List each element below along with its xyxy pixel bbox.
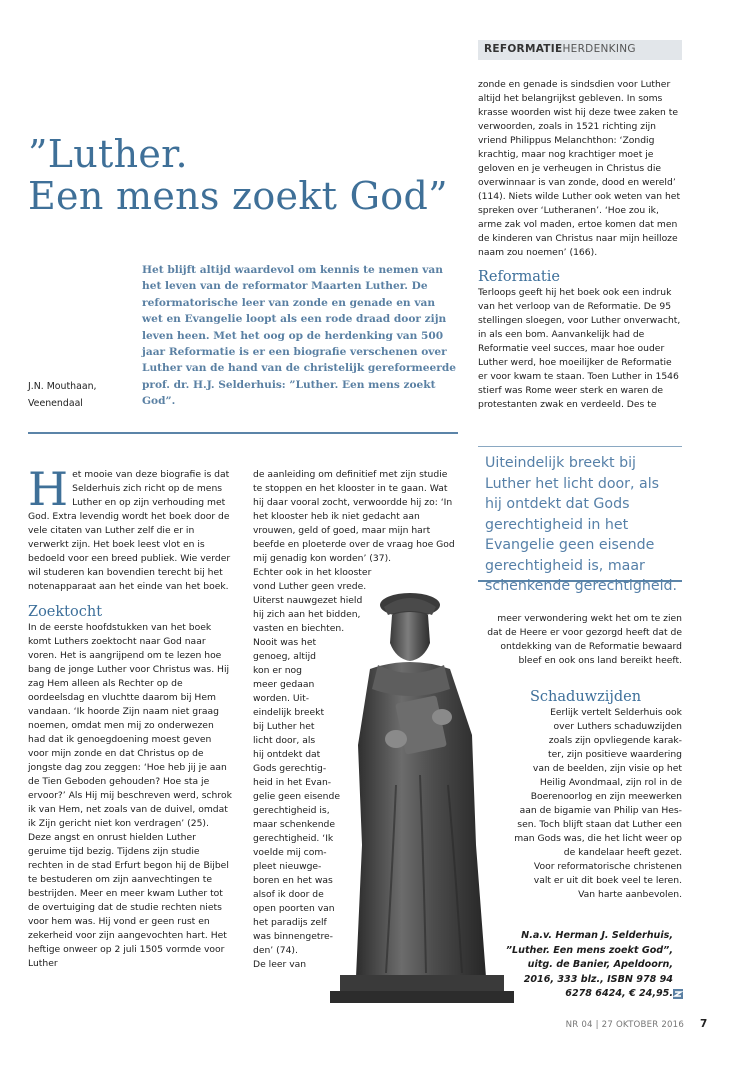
text-line: kon er nog [253, 665, 302, 676]
text-line: bij Luther het [253, 721, 315, 732]
section-name-light: HERDENKING [562, 43, 636, 55]
text-line: van de beelden, zijn visie op het [532, 763, 682, 774]
text-line: valt er uit dit boek veel te leren. [533, 875, 682, 886]
paragraph-reformatie: Terloops geeft hij het boek ook een indruk van het verloop van de Reformatie. De 95 stellingen sloegen, voor Luther onverwacht, in als een bom. Aanvankelijk had de Reformatie veel succes, maar hoe ouder Luther werd, hoe moeilijker de Reformatie er voor kwam te staan. Toen Luther in 1546 stierf was Rome weer sterk en waren de protestanten zwak en verdeeld. Des te [478, 287, 681, 410]
text-line: hij ontdekt dat [253, 749, 321, 760]
text-line: Eerlijk vertelt Selderhuis ook [550, 707, 682, 718]
text-line: vond Luther geen vrede. [253, 581, 367, 592]
text-line: vasten en biechten. [253, 623, 345, 634]
text-line: genoeg, altijd [253, 651, 316, 662]
heading-zoektocht: Zoektocht [28, 604, 103, 620]
end-mark-icon [672, 988, 684, 1000]
credit-line: uitg. de Banier, Apeldoorn, [527, 959, 673, 970]
heading-reformatie: Reformatie [478, 269, 560, 285]
text-line: bleef en ook ons land bereikt heeft. [518, 655, 682, 666]
text-line: Voor reformatorische christenen [533, 861, 682, 872]
column-3-schaduwzijden [478, 706, 682, 902]
book-credit [478, 929, 673, 1002]
divider-quote-top [478, 446, 682, 447]
text-line: meer gedaan [253, 679, 315, 690]
text-line: De leer van [253, 959, 307, 970]
author-byline [28, 378, 97, 412]
text-line: zoals zijn opvliegende karak- [548, 735, 682, 746]
footer-issue: NR 04 | 27 OKTOBER 2016 [565, 1020, 684, 1030]
heading-schaduwzijden: Schaduwzijden [530, 689, 642, 705]
text-line: licht door, als [253, 735, 316, 746]
text-line: Echter ook in het klooster [253, 567, 372, 578]
text-line: was binnengetre- [253, 931, 333, 942]
text-line: open poorten van [253, 903, 335, 914]
text-line: Heilig Avondmaal, zijn rol in de [539, 777, 682, 788]
text-line: Gods gerechtig- [253, 763, 327, 774]
text-line: over Luthers schaduwzijden [553, 721, 682, 732]
paragraph-zonde-genade: zonde en genade is sindsdien voor Luther altijd het belangrijkst gebleven. In soms krasse woorden wist hij deze twee zaken te verwoorden, zoals in 1521 richting zijn vriend Philippus Melanchthon: ‘Zondig krachtig, maar nog krachtiger moet je geloven en je verheugen in Christus die overwinnaar is van zonde, dood en wereld’ (114). Niets wilde Luther ook weten van het spreken over ‘Lutheranen’. ‘Hoe zou ik, arme zak vol maden, ertoe komen dat men de kinderen van Christus naar mijn heilloze naam zou noemen’ (166). [478, 79, 681, 258]
text-line: voelde mij com- [253, 847, 327, 858]
text-line: gerechtigheid is, [253, 805, 330, 816]
text-line: gerechtigheid. ‘Ik [253, 833, 334, 844]
section-name-bold: REFORMATIE [484, 43, 563, 55]
text-line: boren en het was [253, 875, 333, 886]
opening-paragraph [28, 462, 232, 594]
article-title [28, 133, 468, 217]
opening-text: et mooie van deze biografie is dat Selderhuis zich richt op de mens Luther en op zijn verhouding met God. Extra levendig wordt het boek door de vele citaten van Luther zelf die er in verwerkt zijn. Het boek leest vlot en is bedoeld voor een breed publiek. Wie verder wil studeren kan bovendien terecht bij het notenapparaat aan het einde van het boek. [28, 469, 231, 592]
credit-line: 6278 6424, € 24,95. [565, 988, 673, 999]
text-line: eindelijk breekt [253, 707, 325, 718]
pull-quote: Uiteindelijk breekt bij Luther het licht door, als hij ontdekt dat Gods gerechtigheid in het Evangelie geen eisende gerechtigheid is, maar schenkende gerechtigheid. [485, 455, 678, 594]
author-name: J.N. Mouthaan, [28, 381, 97, 392]
credit-line: N.a.v. Herman J. Selderhuis, [521, 930, 673, 941]
text-line: Nooit was het [253, 637, 317, 648]
text-line: ter, zijn positieve waardering [547, 749, 682, 760]
paragraph-zoektocht-1: In de eerste hoofdstukken van het boek komt Luthers zoektocht naar God naar voren. Het is aangrijpend om te lezen hoe bang de jonge Luther voor Christus was. Hij zag Hem alleen als Rechter op de oordeelsdag en vluchtte daarom bij Hem vandaan. ‘Ik hoorde Zijn naam niet graag noemen, omdat men mij zo onderwezen had dat ik genoegdoening moest geven voor mijn zonde en dat Christus op de jongste dag zou zeggen: ‘Hoe heb jij je aan de Tien Geboden gehouden? Hoe sta je ervoor?’ Als Hij mij beschreven werd, schrok ik van Hem, net zoals van de duivel, omdat ik Zijn gericht niet kon verdragen’ (25). [28, 622, 232, 829]
text-line: meer verwondering wekt het om te zien [497, 613, 682, 624]
text-line: de kandelaar heeft gezet. [563, 847, 682, 858]
column-3-top [478, 78, 682, 412]
text-line: Boerenoorlog en zijn meewerken [530, 791, 682, 802]
text-line: Van harte aanbevolen. [578, 889, 682, 900]
text-line: het paradijs zelf [253, 917, 327, 928]
paragraph-zoektocht-2: Deze angst en onrust hielden Luther geruime tijd bezig. Tijdens zijn studie rechten in de stad Erfurt begon hij de Bijbel te bestuderen om zijn aanvechtingen te bestrijden. Meer en meer kwam Luther tot de overtuiging dat de studie rechten niets voor hem was. Hij vond er geen rust en zekerheid voor zijn aangevochten hart. Het heftige onweer op 2 juli 1505 vormde voor Luther [28, 832, 229, 969]
text-line: ontdekking van de Reformatie bewaard [500, 641, 682, 652]
text-line: worden. Uit- [253, 693, 310, 704]
section-header [478, 40, 682, 60]
text-line: hij zich aan het bidden, [253, 609, 361, 620]
dropcap-letter: H [28, 462, 69, 516]
column-1 [28, 462, 232, 971]
footer-page-number: 7 [700, 1018, 708, 1030]
divider-intro [28, 432, 458, 434]
text-line: sen. Toch blijft staan dat Luther een [517, 819, 682, 830]
intro-paragraph: Het blijft altijd waardevol om kennis te nemen van het leven van de reformator Maarten Luther. De reformatorische leer van zonde en genade en van wet en Evangelie loopt als een rode draad door zijn leven heen. Met het oog op de herdenking van 500 jaar Reformatie is er een biografie verschenen over Luther van de hand van de christelijk gereformeerde prof. dr. H.J. Selderhuis: ”Luther. Een mens zoekt God”. [142, 264, 456, 408]
text-line: maar schenkende [253, 819, 335, 830]
paragraph-klooster: de aanleiding om definitief met zijn studie te stoppen en het klooster in te gaan. Wat hij daar vooral zocht, verwoordde hij zo: ‘In het klooster heb ik niet gedacht aan vrouwen, geld of goed, maar mijn hart beefde en ploeterde over de vraag hoe God mij genadig kon worden’ (37). [253, 469, 455, 564]
text-line: Uiterst nauwgezet hield [253, 595, 363, 606]
column-3-continuation [478, 612, 682, 668]
text-line: dat de Heere er voor gezorgd heeft dat de [487, 627, 682, 638]
article-title-line1: ”Luther. [28, 132, 188, 176]
wrapped-text-block [253, 566, 457, 972]
text-line: heid in het Evan- [253, 777, 332, 788]
text-line: man Gods was, die het licht weer op [514, 833, 682, 844]
article-title-line2: Een mens zoekt God” [28, 174, 448, 218]
text-line: alsof ik door de [253, 889, 324, 900]
credit-line: 2016, 333 blz., ISBN 978 94 [523, 973, 673, 985]
text-line: aan de bigamie van Philip van Hes- [519, 805, 682, 816]
text-line: den’ (74). [253, 945, 298, 956]
credit-line: ”Luther. Een mens zoekt God”, [505, 944, 673, 956]
text-line: gelie geen eisende [253, 791, 340, 802]
author-place: Veenendaal [28, 398, 83, 409]
text-line: pleet nieuwge- [253, 861, 322, 872]
column-2 [253, 468, 457, 972]
